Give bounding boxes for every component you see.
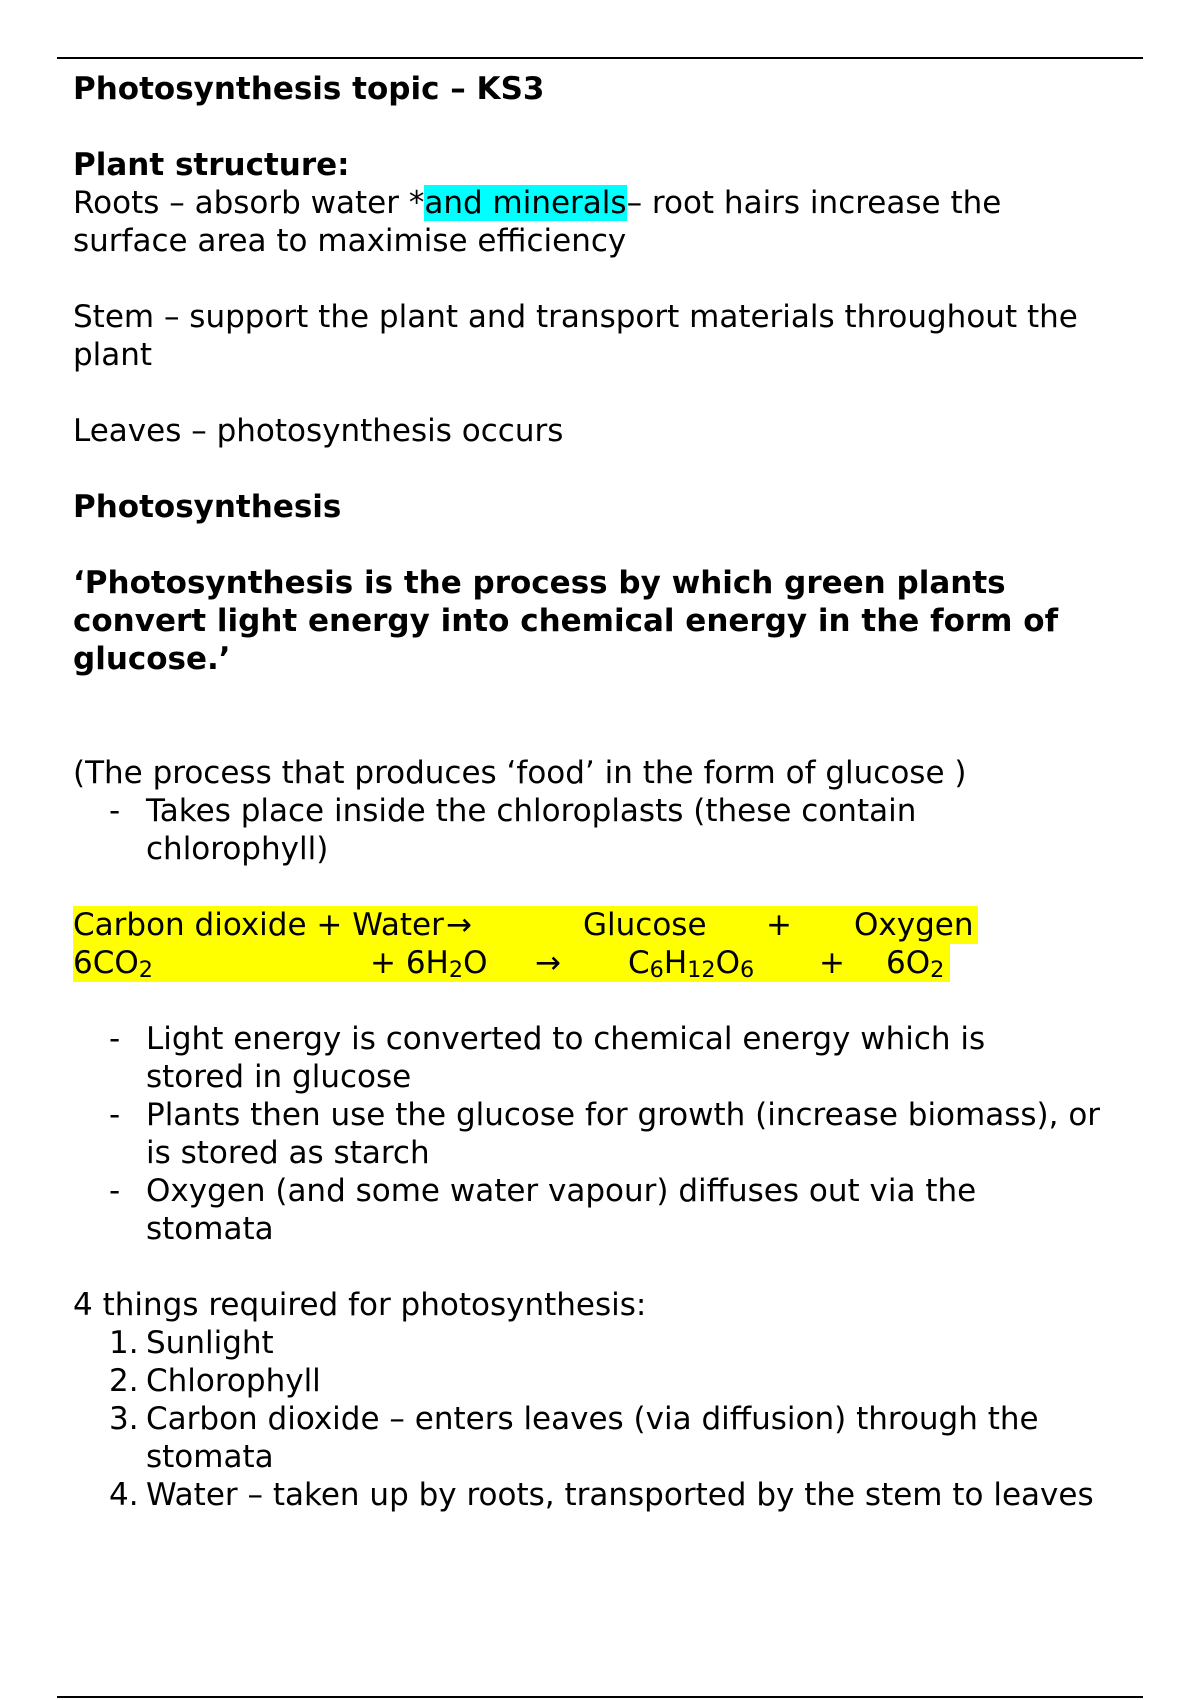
arrow-icon: → bbox=[535, 945, 561, 981]
symbol-glucose: $C_6H_{12}O_6$ bbox=[628, 945, 755, 984]
symbol-oxygen: $6O_2$ bbox=[886, 945, 945, 984]
photosynthesis-equation bbox=[73, 906, 1133, 982]
photosynthesis-heading: Photosynthesis bbox=[73, 489, 342, 525]
plant-structure-heading: Plant structure: bbox=[73, 147, 350, 183]
roots-paragraph bbox=[73, 184, 1073, 260]
requirements-list bbox=[73, 1324, 1133, 1514]
roots-text-pre: Roots – absorb water * bbox=[73, 185, 425, 221]
list-item: - Plants then use the glucose for growth (increase biomass), or is stored as starch bbox=[73, 1096, 1106, 1172]
page-title: Photosynthesis topic – KS3 bbox=[73, 71, 545, 107]
word-oxygen: Oxygen bbox=[854, 907, 974, 943]
list-item: - Oxygen (and some water vapour) diffuses out via the stomata bbox=[73, 1172, 1036, 1248]
word-plus: + bbox=[766, 907, 792, 943]
list-item: - Takes place inside the chloroplasts (these contain chlorophyll) bbox=[73, 792, 1046, 868]
chloroplast-list bbox=[73, 792, 1133, 868]
list-item: 2. Chlorophyll bbox=[109, 1363, 321, 1399]
requirements-intro: 4 things required for photosynthesis: bbox=[73, 1287, 647, 1323]
roots-text-post: – root hairs increase the surface area to maximise efficiency bbox=[73, 185, 1002, 259]
word-equation-reactants: Carbon dioxide + Water bbox=[73, 907, 444, 943]
leaves-paragraph: Leaves – photosynthesis occurs bbox=[73, 413, 564, 449]
top-rule bbox=[57, 57, 1143, 59]
minerals-highlight: and minerals bbox=[424, 185, 627, 221]
process-intro: (The process that produces ‘food’ in the form of glucose ) bbox=[73, 755, 967, 791]
list-item: 3. Carbon dioxide – enters leaves (via diffusion) through the stomata bbox=[109, 1401, 1039, 1475]
word-glucose: Glucose bbox=[583, 907, 707, 943]
arrow-icon: → bbox=[446, 907, 472, 943]
list-item: - Light energy is converted to chemical energy which is stored in glucose bbox=[73, 1020, 1036, 1096]
list-item: 4. Water – taken up by roots, transported by the stem to leaves bbox=[109, 1477, 1094, 1513]
symbol-co2: $6CO_2$ bbox=[73, 945, 153, 984]
energy-list bbox=[73, 1020, 1103, 1248]
stem-paragraph: Stem – support the plant and transport materials throughout the plant bbox=[73, 299, 1078, 373]
bottom-rule bbox=[57, 1696, 1143, 1698]
symbol-plus: + bbox=[819, 945, 845, 981]
document-page bbox=[73, 70, 1133, 1514]
photosynthesis-definition: ‘Photosynthesis is the process by which green plants convert light energy into chemical energy in the form of glucose.’ bbox=[73, 565, 1059, 677]
list-item: 1. Sunlight bbox=[109, 1325, 274, 1361]
symbol-water: + $6H_2O$ bbox=[370, 945, 488, 984]
